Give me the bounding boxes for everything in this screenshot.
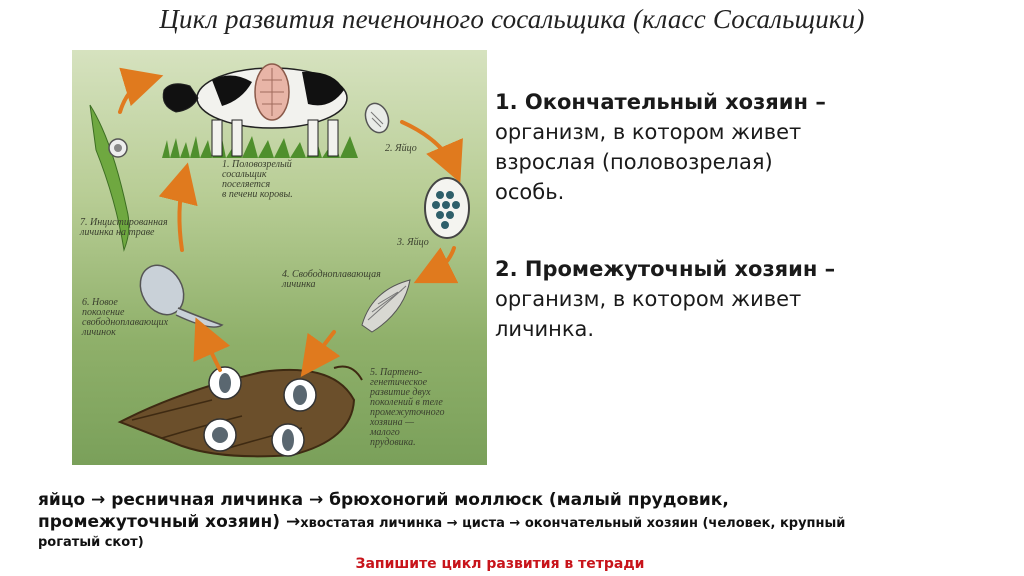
definitive-host-line: особь. bbox=[495, 180, 565, 204]
stage-6-line: 6. Новое bbox=[82, 297, 118, 308]
stage-4-line: 4. Свободноплавающая bbox=[282, 269, 381, 280]
stage-1-line: поселяется bbox=[222, 179, 271, 190]
stage-7-line: 7. Инцистированная bbox=[80, 217, 168, 228]
stage-7-label bbox=[80, 218, 168, 238]
chain-line-2-end: хвостатая личинка → циста → окончательный хозяин (человек, крупный bbox=[300, 516, 846, 531]
stage-1-label bbox=[222, 160, 293, 200]
stage-4-label bbox=[282, 270, 381, 290]
life-cycle-chain bbox=[38, 489, 998, 550]
stage-1-line: сосальщик bbox=[222, 169, 267, 180]
stage-6-line: личинок bbox=[82, 327, 116, 338]
chain-line-3: рогатый скот) bbox=[38, 535, 144, 550]
homework-note: Запишите цикл развития в тетради bbox=[355, 556, 645, 572]
stage-1-line: 1. Половозрелый bbox=[222, 159, 292, 170]
definitive-host-heading: 1. Окончательный хозяин – bbox=[495, 90, 826, 114]
stage-5-line: развитие двух bbox=[370, 387, 431, 398]
definitive-host-line: взрослая (половозрелая) bbox=[495, 150, 773, 174]
stage-2-label bbox=[385, 144, 417, 154]
stage-4-line: личинка bbox=[282, 279, 316, 290]
stage-2-line: 2. Яйцо bbox=[385, 143, 417, 154]
stage-7-line: личинка на траве bbox=[80, 227, 155, 238]
pond-snail-icon bbox=[120, 367, 362, 457]
stage-5-line: прудовика. bbox=[370, 437, 416, 448]
definitive-host-definition bbox=[495, 87, 1015, 207]
intermediate-host-heading: 2. Промежуточный хозяин – bbox=[495, 257, 836, 281]
cow-icon bbox=[163, 64, 347, 156]
chain-line-1: яйцо → ресничная личинка → брюхоногий моллюск (малый прудовик, bbox=[38, 490, 729, 510]
definitive-host-line: организм, в котором живет bbox=[495, 120, 802, 144]
stage-3-line: 3. Яйцо bbox=[397, 237, 429, 248]
chain-line-2-start: промежуточный хозяин) → bbox=[38, 512, 301, 532]
stage-5-line: генетическое bbox=[370, 377, 428, 388]
stage-5-line: поколений в теле bbox=[370, 397, 443, 408]
intermediate-host-definition bbox=[495, 254, 1015, 344]
stage-5-line: малого bbox=[370, 427, 400, 438]
stage-5-line: 5. Партено- bbox=[370, 367, 423, 378]
life-cycle-diagram bbox=[72, 50, 487, 465]
slide-title: Цикл развития печеночного сосальщика (класс Сосальщики) bbox=[159, 4, 865, 34]
stage-1-line: в печени коровы. bbox=[222, 189, 293, 200]
stage-3-label bbox=[397, 238, 429, 248]
stage-5-line: промежуточного bbox=[370, 407, 445, 418]
stage-6-line: свободноплавающих bbox=[82, 317, 169, 328]
egg-icon bbox=[362, 100, 393, 136]
egg-with-larva-icon bbox=[425, 178, 469, 238]
stage-5-line: хозяина — bbox=[370, 417, 414, 428]
stage-6-line: поколение bbox=[82, 307, 125, 318]
intermediate-host-line: личинка. bbox=[495, 317, 595, 341]
intermediate-host-line: организм, в котором живет bbox=[495, 287, 802, 311]
stage-5-label bbox=[370, 368, 445, 448]
stage-6-label bbox=[82, 298, 168, 338]
